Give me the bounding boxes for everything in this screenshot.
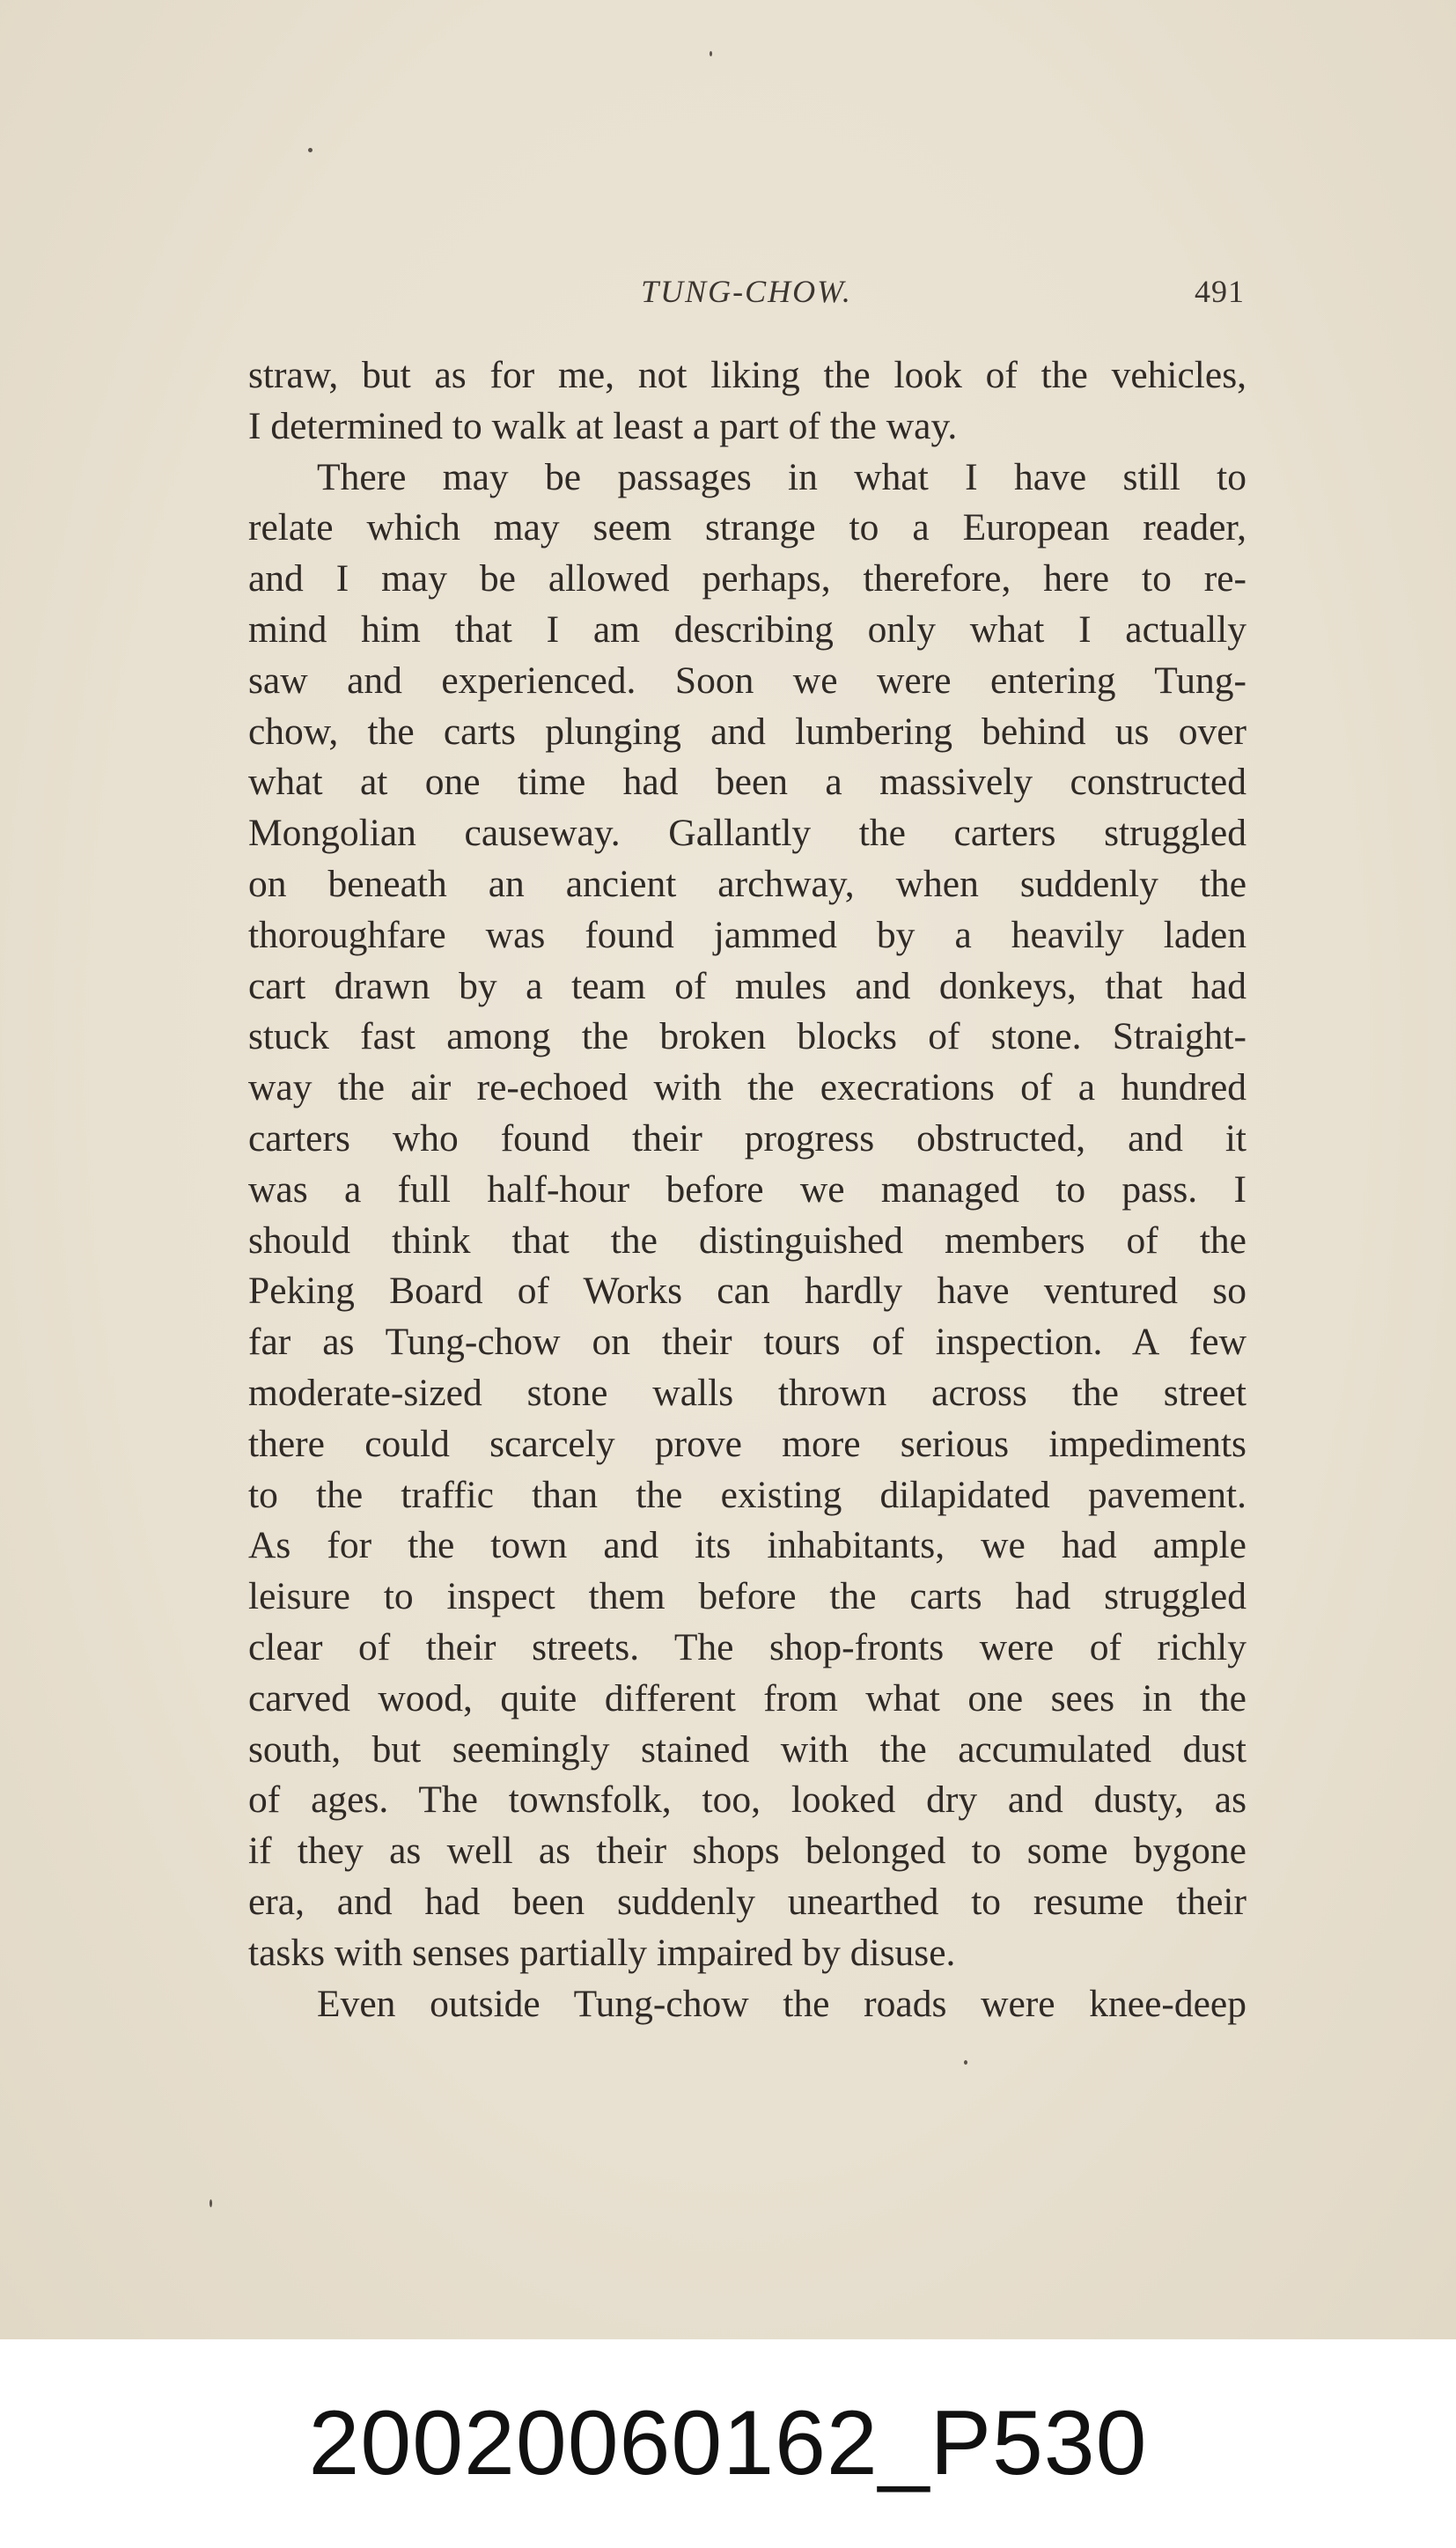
ink-speck — [710, 51, 712, 56]
text-line: straw, but as for me, not liking the look of the vehicles, — [248, 354, 1246, 396]
running-head — [248, 273, 1245, 317]
text-line: Even outside Tung-chow the roads were knee-deep — [317, 1982, 1246, 2025]
page-number: 491 — [1195, 274, 1245, 309]
text-line: stuck fast among the broken blocks of stone. Straight- — [248, 1015, 1246, 1058]
image-identifier-caption: 20020060162_P530 — [308, 2392, 1148, 2494]
text-line: relate which may seem strange to a European reader, — [248, 506, 1246, 549]
text-line: thoroughfare was found jammed by a heavily laden — [248, 913, 1246, 956]
text-line: chow, the carts plunging and lumbering behind us over — [248, 710, 1246, 753]
text-line: Mongolian causeway. Gallantly the carters struggled — [248, 812, 1246, 855]
text-line: moderate-sized stone walls thrown across the street — [248, 1371, 1246, 1414]
text-line: if they as well as their shops belonged to some bygone — [248, 1830, 1246, 1873]
text-line: to the traffic than the existing dilapidated pavement. — [248, 1473, 1246, 1516]
text-line: way the air re-echoed with the execrations of a hundred — [248, 1066, 1246, 1109]
body-text — [248, 350, 1246, 2029]
text-line: far as Tung-chow on their tours of inspection. A few — [248, 1321, 1246, 1364]
text-line: south, but seemingly stained with the accumulated dust — [248, 1727, 1246, 1771]
caption-bar — [0, 2339, 1456, 2548]
text-line: and I may be allowed perhaps, therefore, here to re- — [248, 557, 1246, 600]
text-line: I determined to walk at least a part of the way. — [248, 404, 958, 447]
text-line: of ages. The townsfolk, too, looked dry and dusty, as — [248, 1778, 1246, 1822]
text-line: what at one time had been a massively constructed — [248, 761, 1246, 804]
text-line: mind him that I am describing only what I actually — [248, 608, 1246, 651]
text-line: Peking Board of Works can hardly have ventured so — [248, 1270, 1246, 1313]
text-line: should think that the distinguished members of the — [248, 1219, 1246, 1262]
ink-speck — [308, 148, 313, 152]
ink-speck — [210, 2199, 212, 2207]
text-line: There may be passages in what I have still to — [317, 455, 1246, 498]
text-line: cart drawn by a team of mules and donkeys, that had — [248, 964, 1246, 1007]
text-line: there could scarcely prove more serious impediments — [248, 1422, 1246, 1465]
text-line: clear of their streets. The shop-fronts were of richly — [248, 1625, 1246, 1668]
text-line: As for the town and its inhabitants, we had ample — [248, 1524, 1246, 1567]
text-line: saw and experienced. Soon we were entering Tung- — [248, 659, 1246, 702]
running-head-title: TUNG-CHOW. — [641, 274, 852, 309]
text-line: on beneath an ancient archway, when suddenly the — [248, 862, 1246, 905]
text-line: tasks with senses partially impaired by disuse. — [248, 1931, 956, 1974]
ink-speck — [964, 2060, 967, 2065]
text-line: carved wood, quite different from what one sees in the — [248, 1676, 1246, 1720]
text-line: was a full half-hour before we managed to pass. I — [248, 1167, 1246, 1211]
text-line: carters who found their progress obstructed, and it — [248, 1116, 1246, 1160]
text-line: leisure to inspect them before the carts had struggled — [248, 1575, 1246, 1618]
text-line: era, and had been suddenly unearthed to resume their — [248, 1880, 1246, 1923]
